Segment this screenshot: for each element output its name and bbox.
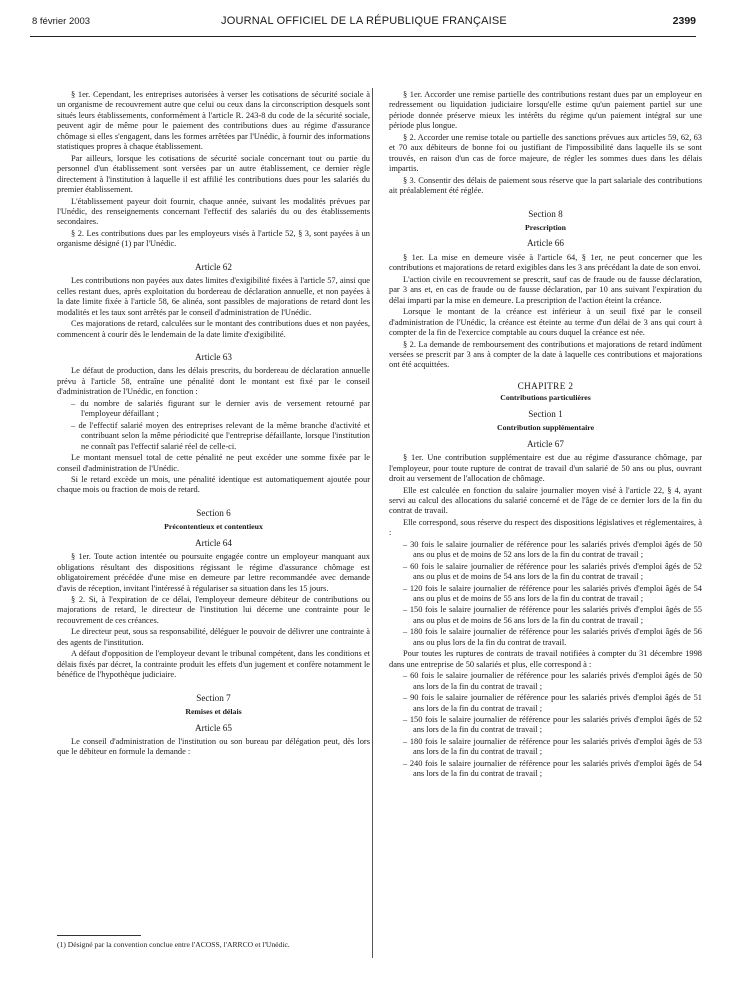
paragraph: § 2. Accorder une remise totale ou partielle des sanctions prévues aux articles 59, 62, 63 et 70 aux débiteurs de bonne foi ou justifiant de l'impossibilité dans laquelle ils se sont trouvés, en raison d'un cas de force majeure, de régler les sommes dues dans les délais impartis. [389, 132, 702, 174]
paragraph: § 1er. Cependant, les entreprises autorisées à verser les cotisations de sécurité sociale à un organisme de recouvrement autre que celui ou ceux dans la circonscription desquels sont situés leurs établissements, conformément à l'article R. 243-8 du code de la sécurité sociale, peuvent agir de même pour le paiement des contributions dues au régime d'assurance chômage si elles s'engagent, dans les formes arrêtées par l'Unédic, à fournir des informations statistiques propres à chaque établissement. [57, 90, 370, 152]
header-divider [30, 36, 696, 37]
section-heading: Section 6 [196, 507, 231, 518]
page-number: 2399 [672, 15, 696, 27]
subheading: Contribution supplémentaire [496, 423, 595, 433]
right-column [389, 90, 702, 781]
section-heading: Article 62 [195, 261, 232, 272]
section-heading: Article 63 [195, 351, 232, 362]
paragraph: § 1er. Toute action intentée ou poursuite engagée contre un employeur manquant aux obligations résultant des dispositions régissant le régime d'assurance chômage est obligatoirement précédée d'une mise en demeure par lettre recommandée avec demande d'avis de réception, invitant l'intéressé à régulariser sa situation dans les 15 jours. [57, 552, 370, 593]
paragraph: Par ailleurs, lorsque les cotisations de sécurité sociale concernant tout ou partie du personnel d'un établissement sont versées par un autre établissement, ce dernier règle directement à l'institution à laquelle il est affilié les contributions dues pour les salariés du premier établissement. [57, 153, 370, 195]
paragraph: Pour toutes les ruptures de contrats de travail notifiées à compter du 31 décembre 1998 dans une entreprise de 50 salariés et plus, elle correspond à : [389, 649, 702, 669]
article-heading: Article 64 [195, 537, 232, 548]
footnote-divider [57, 935, 141, 936]
list-item: – 60 fois le salaire journalier de référence pour les salariés privés d'emploi âgés de 50 ans lors de la fin du contrat de travail ; [403, 671, 702, 691]
article-heading: Section 1 [528, 408, 563, 419]
list-item: – du nombre de salariés figurant sur le dernier avis de versement retourné par l'employeur défaillant ; [71, 398, 370, 419]
paragraph: Le directeur peut, sous sa responsabilité, déléguer le pouvoir de délivrer une contrainte à des agents de l'institution. [57, 627, 370, 647]
footnote: (1) Désigné par la convention conclue entre l'ACOSS, l'ARRCO et l'Unédic. [57, 940, 290, 949]
list-item: – 120 fois le salaire journalier de référence pour les salariés privés d'emploi âgés de 54 ans ou plus et de moins de 55 ans lors de la fin du contrat de travail ; [403, 583, 702, 604]
list-item: – de l'effectif salarié moyen des entreprises relevant de la même branche d'activité et contribuant selon la même périodicité que l'entreprise défaillante, lorsque l'institution ne connaît pas l'effectif salarié réel de celle-ci. [71, 420, 370, 451]
paragraph: Le défaut de production, dans les délais prescrits, du bordereau de déclaration annuelle prévu à l'article 58, entraîne une pénalité dont le montant est fixé par le conseil d'administration de l'Unédic, en fonction : [57, 366, 370, 397]
list-item: – 60 fois le salaire journalier de référence pour les salariés privés d'emploi âgés de 52 ans ou plus et de moins de 54 ans lors de la fin du contrat de travail ; [403, 561, 702, 582]
subheading: Contributions particulières [500, 393, 591, 403]
paragraph: § 2. Les contributions dues par les employeurs visés à l'article 52, § 3, sont payées à un organisme désigné (1) par l'Unédic. [57, 228, 370, 249]
paragraph: L'action civile en recouvrement se prescrit, sauf cas de fraude ou de fausse déclaration, par 3 ans et, en cas de fraude ou de fausse déclaration, par 10 ans suivant l'expiration du délai imparti par la mise en demeure. La prescription de l'action éteint la créance. [389, 274, 702, 305]
page-header [32, 14, 696, 34]
paragraph: § 2. La demande de remboursement des contributions et majorations de retard indûment versées se prescrit par 3 ans à compter de la date à laquelle ces contributions et majorations ont été acquittées. [389, 339, 702, 370]
paragraph: § 3. Consentir des délais de paiement sous réserve que la part salariale des contributions ait préalablement été réglée. [389, 175, 702, 196]
journal-title: JOURNAL OFFICIEL DE LA RÉPUBLIQUE FRANÇAISE [221, 15, 507, 27]
left-column [57, 90, 370, 759]
section-heading: Section 8 [528, 208, 563, 219]
paragraph: § 2. Si, à l'expiration de ce délai, l'employeur demeure débiteur de contributions ou majorations de retard, le directeur de l'institution lui décerne une contrainte pour le recouvrement de ces créances. [57, 595, 370, 625]
paragraph: § 1er. Accorder une remise partielle des contributions restant dues par un employeur en redressement ou liquidation judiciaire lorsqu'elle estime qu'un paiement partiel sur une période donnée préserve mieux les intérêts du régime qu'un paiement intégral sur une période plus longue. [389, 90, 702, 131]
paragraph: Le montant mensuel total de cette pénalité ne peut excéder une somme fixée par le conseil d'administration de l'Unédic. [57, 453, 370, 473]
paragraph: Les contributions non payées aux dates limites d'exigibilité fixées à l'article 57, ainsi que celles restant dues, après exploitation du bordereau de déclaration annuelle, et non payées à la date limite fixée à l'article 58, 6e alinéa, sont passibles de majorations de retard dont les modalités et les taux sont arrêtés par le conseil d'administration de l'Unédic. [57, 276, 370, 317]
paragraph: Lorsque le montant de la créance est inférieur à un seuil fixé par le conseil d'administration de l'Unédic, la créance est éteinte au terme d'un délai de 3 ans qui court à compter de la fin de l'exercice comptable au cours duquel la créance est née. [389, 307, 702, 338]
paragraph: § 1er. La mise en demeure visée à l'article 64, § 1er, ne peut concerner que les contributions et majorations de retard exigibles dans les 3 ans précédant la date de son envoi. [389, 252, 702, 273]
paragraph: L'établissement payeur doit fournir, chaque année, suivant les modalités prévues par l'Unédic, des renseignements concernant l'effectif des salariés du ou des établissements secondaires. [57, 196, 370, 227]
column-divider [372, 88, 373, 958]
paragraph: A défaut d'opposition de l'employeur devant le tribunal compétent, dans les conditions et délais fixés par décret, la contrainte produit les effets d'un jugement et confère notamment le bénéfice de l'hypothèque judiciaire. [57, 649, 370, 680]
paragraph: Elle est calculée en fonction du salaire journalier moyen visé à l'article 22, § 4, ayant servi au calcul des allocations du salarié concerné et de l'âge de ce dernier lors de la fin du contrat de travail. [389, 485, 702, 516]
list-item: – 240 fois le salaire journalier de référence pour les salariés privés d'emploi âgés de 54 ans lors de la fin du contrat de travail ; [403, 758, 702, 779]
list-item: – 180 fois le salaire journalier de référence pour les salariés privés d'emploi âgés de 53 ans lors de la fin du contrat de travail ; [403, 736, 702, 757]
paragraph: Elle correspond, sous réserve du respect des dispositions législatives et réglementaires, à : [389, 517, 702, 538]
list-item: – 150 fois le salaire journalier de référence pour les salariés privés d'emploi âgés de 55 ans ou plus et de moins de 56 ans lors de la fin du contrat de travail ; [403, 605, 702, 625]
section-heading: Section 7 [196, 692, 231, 703]
subheading: Remises et délais [185, 707, 242, 717]
article-heading: Article 67 [527, 438, 564, 449]
article-heading: Article 66 [527, 238, 564, 249]
list-item: – 180 fois le salaire journalier de référence pour les salariés privés d'emploi âgés de 56 ans ou plus lors de la fin du contrat de travail. [403, 627, 702, 647]
article-heading: Article 65 [195, 722, 232, 733]
paragraph: Si le retard excède un mois, une pénalité identique est automatiquement ajoutée pour chaque mois ou fraction de mois de retard. [57, 474, 370, 495]
subheading: Prescription [525, 222, 566, 232]
chapter-heading: CHAPITRE 2 [517, 380, 574, 391]
list-item: – 90 fois le salaire journalier de référence pour les salariés privés d'emploi âgés de 51 ans lors de la fin du contrat de travail ; [403, 693, 702, 713]
subheading: Précontentieux et contentieux [164, 522, 263, 532]
publication-date: 8 février 2003 [32, 16, 91, 27]
list-item: – 30 fois le salaire journalier de référence pour les salariés privés d'emploi âgés de 50 ans ou plus et de moins de 52 ans lors de la fin du contrat de travail ; [403, 539, 702, 560]
paragraph: § 1er. Une contribution supplémentaire est due au régime d'assurance chômage, par l'employeur, pour toute rupture de contrat de travail d'un salarié de 50 ans ou plus, ouvrant droit au versement de l'allocation de chômage. [389, 453, 702, 484]
paragraph: Le conseil d'administration de l'institution ou son bureau par délégation peut, dès lors que le débiteur en formule la demande : [57, 737, 370, 757]
paragraph: Ces majorations de retard, calculées sur le montant des contributions dues et non payées, commencent à courir dès le lendemain de la date limite d'exigibilité. [57, 319, 370, 339]
list-item: – 150 fois le salaire journalier de référence pour les salariés privés d'emploi âgés de 52 ans lors de la fin du contrat de travail ; [403, 715, 702, 735]
